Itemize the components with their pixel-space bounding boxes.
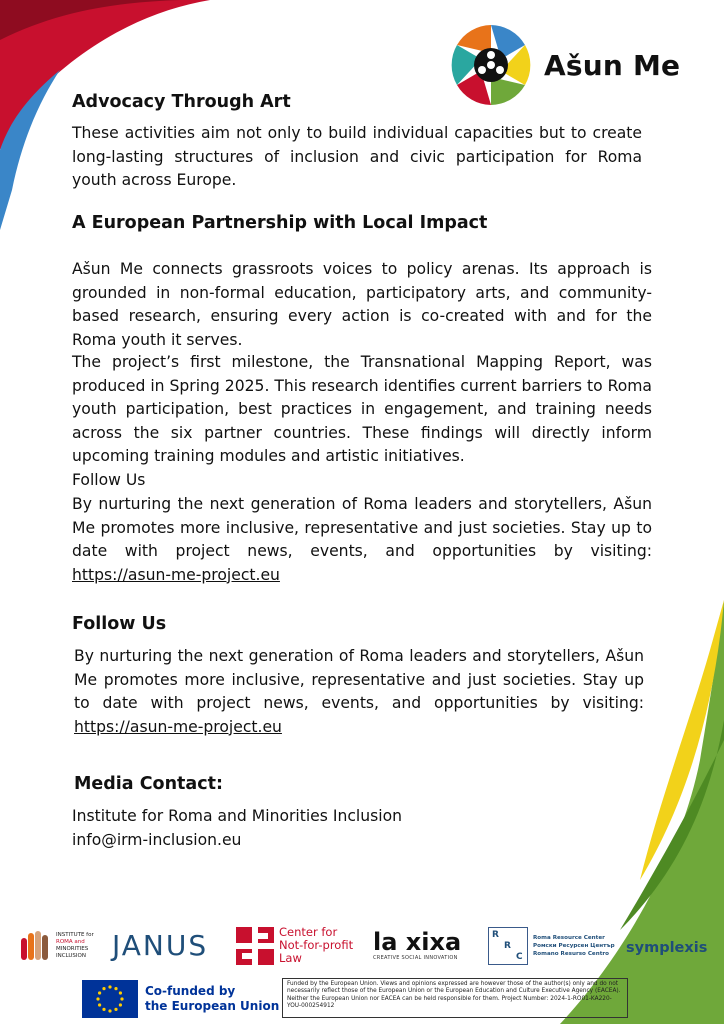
heading-follow-us: Follow Us xyxy=(72,614,167,634)
rrc-line-2: Ромски Ресурсен Център xyxy=(533,943,615,949)
eu-label-line-1: Co-funded by xyxy=(145,984,236,998)
paragraph-partnership-1: Ašun Me connects grassroots voices to policy arenas. Its approach is grounded in non-formal education, participatory arts, and community-based research, ensuring every action is co-created with and for the Roma youth it serves. xyxy=(72,260,652,349)
paragraph-partnership-3 xyxy=(72,493,652,587)
irmi-line-3: MINORITIES xyxy=(56,946,89,952)
rrc-line-1: Roma Resource Center xyxy=(533,935,605,941)
cnpl-emblem-icon xyxy=(236,927,274,965)
rrc-letter-r1: R xyxy=(492,930,499,940)
paragraph-partnership-2: The project’s first milestone, the Transnational Mapping Report, was produced in Spring 2025. This research identifies current barriers to Roma youth participation, best practices in engagement, and training needs across the six partner countries. These findings will directly inform upcoming training modules and artistic initiatives. xyxy=(72,353,652,465)
laxixa-logo xyxy=(373,929,461,961)
laxixa-tagline: CREATIVE SOCIAL INNOVATION xyxy=(373,955,458,961)
contact-organization: Institute for Roma and Minorities Inclusion xyxy=(72,807,403,825)
raised-hands-icon xyxy=(18,928,54,964)
rrc-logo xyxy=(488,927,615,965)
irmi-line-1: INSTITUTE for xyxy=(56,932,94,938)
cnpl-line-1: Center for xyxy=(279,925,338,939)
symplexis-logo xyxy=(626,940,707,956)
paragraph-advocacy: These activities aim not only to build individual capacities but to create long-lasting structures of inclusion and civic participation for Roma youth across Europe. xyxy=(72,124,642,189)
cnpl-logo xyxy=(236,926,353,965)
rrc-line-3: Romano Resurso Centro xyxy=(533,951,609,957)
project-website-link-2[interactable]: https://asun-me-project.eu xyxy=(74,717,282,736)
heading-advocacy: Advocacy Through Art xyxy=(72,92,291,112)
contact-email[interactable]: info@irm-inclusion.eu xyxy=(72,831,242,849)
heading-partnership: A European Partnership with Local Impact xyxy=(72,213,488,233)
partnership-visit-text: By nurturing the next generation of Roma leaders and storytellers, Ašun Me promotes more inclusive, representative and just societies. Stay up to date with project news, events, and opportunities by visiting: xyxy=(72,495,652,560)
eu-label-line-2: the European Union xyxy=(145,999,280,1013)
irmi-line-4: INCLUSION xyxy=(56,953,86,959)
janus-logo xyxy=(112,929,208,962)
eu-cofunded-logo xyxy=(82,980,279,1018)
project-website-link[interactable]: https://asun-me-project.eu xyxy=(72,565,280,584)
laxixa-wordmark: la xixa xyxy=(373,928,462,956)
symplexis-wordmark: symplexis xyxy=(626,940,708,956)
eu-disclaimer: Funded by the European Union. Views and opinions expressed are however those of the author(s) only and do not necessarily reflect those of the European Union or the European Education and Culture Executive Agency (EACEA). Neither the European Union nor EACEA can be held responsible for them. Project Number: 2024-1-RO01-KA220-YOU-000254912 xyxy=(282,978,628,1018)
logo-wordmark: Ašun Me xyxy=(544,48,681,82)
paragraph-follow-us xyxy=(74,645,644,739)
rrc-letter-r2: R xyxy=(504,941,511,951)
asun-me-logo xyxy=(448,22,680,108)
irmi-logo xyxy=(18,928,94,964)
film-reel-icon xyxy=(448,22,534,108)
paragraph-follow-us-inline: Follow Us xyxy=(72,471,146,489)
eu-flag-icon xyxy=(82,980,138,1018)
follow-us-text: By nurturing the next generation of Roma leaders and storytellers, Ašun Me promotes more inclusive, representative and just societies. Stay up to date with project news, events, and opportunities by visiting: xyxy=(74,647,644,712)
cnpl-line-2: Not-for-profit xyxy=(279,938,354,952)
cnpl-line-3: Law xyxy=(279,951,302,965)
irmi-line-2: ROMA and xyxy=(56,939,85,945)
heading-media-contact: Media Contact: xyxy=(74,774,223,794)
rrc-letter-c: C xyxy=(516,952,523,962)
janus-wordmark: JANUS xyxy=(112,929,209,962)
rrc-emblem-icon xyxy=(488,927,528,965)
